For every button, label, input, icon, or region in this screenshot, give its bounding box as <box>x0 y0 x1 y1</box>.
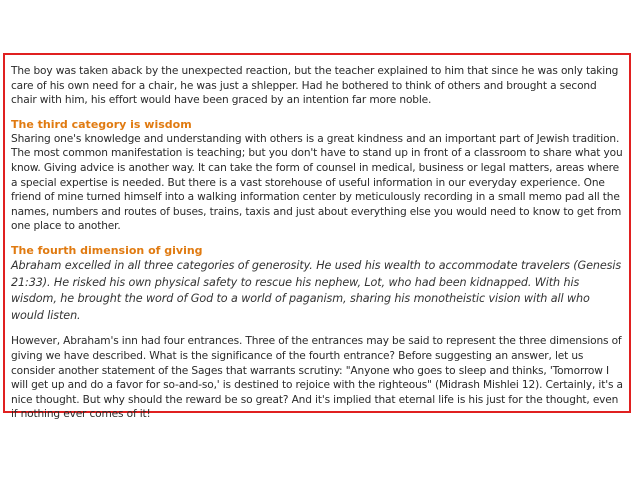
article-excerpt-frame <box>3 53 631 421</box>
wisdom-paragraph: Sharing one's knowledge and understanding with others is a great kindness and an important part of Jewish tradition. The most common manifestation is teaching; but you don't have to stand up in front of a classroom to share what you know. Giving advice is another way. It can take the form of counsel in medical, business or legal matters, areas where a special expertise is needed. But there is a vast storehouse of useful information in our everyday experience. One friend of mine turned himself into a walking information center by meticulously recording in a small memo pad all the names, numbers and routes of buses, trains, taxis and just about everything else you would need to know to get from one place to another. <box>11 132 623 233</box>
abraham-italic-paragraph: Abraham excelled in all three categories of generosity. He used his wealth to accommodate travelers (Genesis 21:33). He risked his own physical safety to rescue his nephew, Lot, who had been kidnapped. With his wisdom, he brought the word of God to a world of paganism, sharing his monotheistic vision with all who would listen. <box>11 258 622 322</box>
closing-paragraph: However, Abraham's inn had four entrances. Three of the entrances may be said to represent the three dimensions of giving we have described. What is the significance of the fourth entrance? Before suggesting an answer, let us consider another statement of the Sages that warrants scrutiny: "Anyone who goes to sleep and thinks, 'Tomorrow I will get up and do a favor for so-and-so,' is destined to rejoice with the righteous" (Midrash Mishlei 12). Certainly, it's a nice thought. But why should the reward be so great? And it's implied that eternal life is his just for the thought, even if nothing ever comes of it! <box>11 335 623 421</box>
section-heading-wisdom: The third category is wisdom <box>11 117 192 131</box>
section-heading-fourth-dimension: The fourth dimension of giving <box>11 243 203 257</box>
intro-paragraph: The boy was taken aback by the unexpected reaction, but the teacher explained to him that since he was only taking care of his own need for a chair, he was just a shlepper. Had he bothered to think of others and brought a second chair with him, his effort would have been graced by an intention far more noble. <box>11 65 619 107</box>
